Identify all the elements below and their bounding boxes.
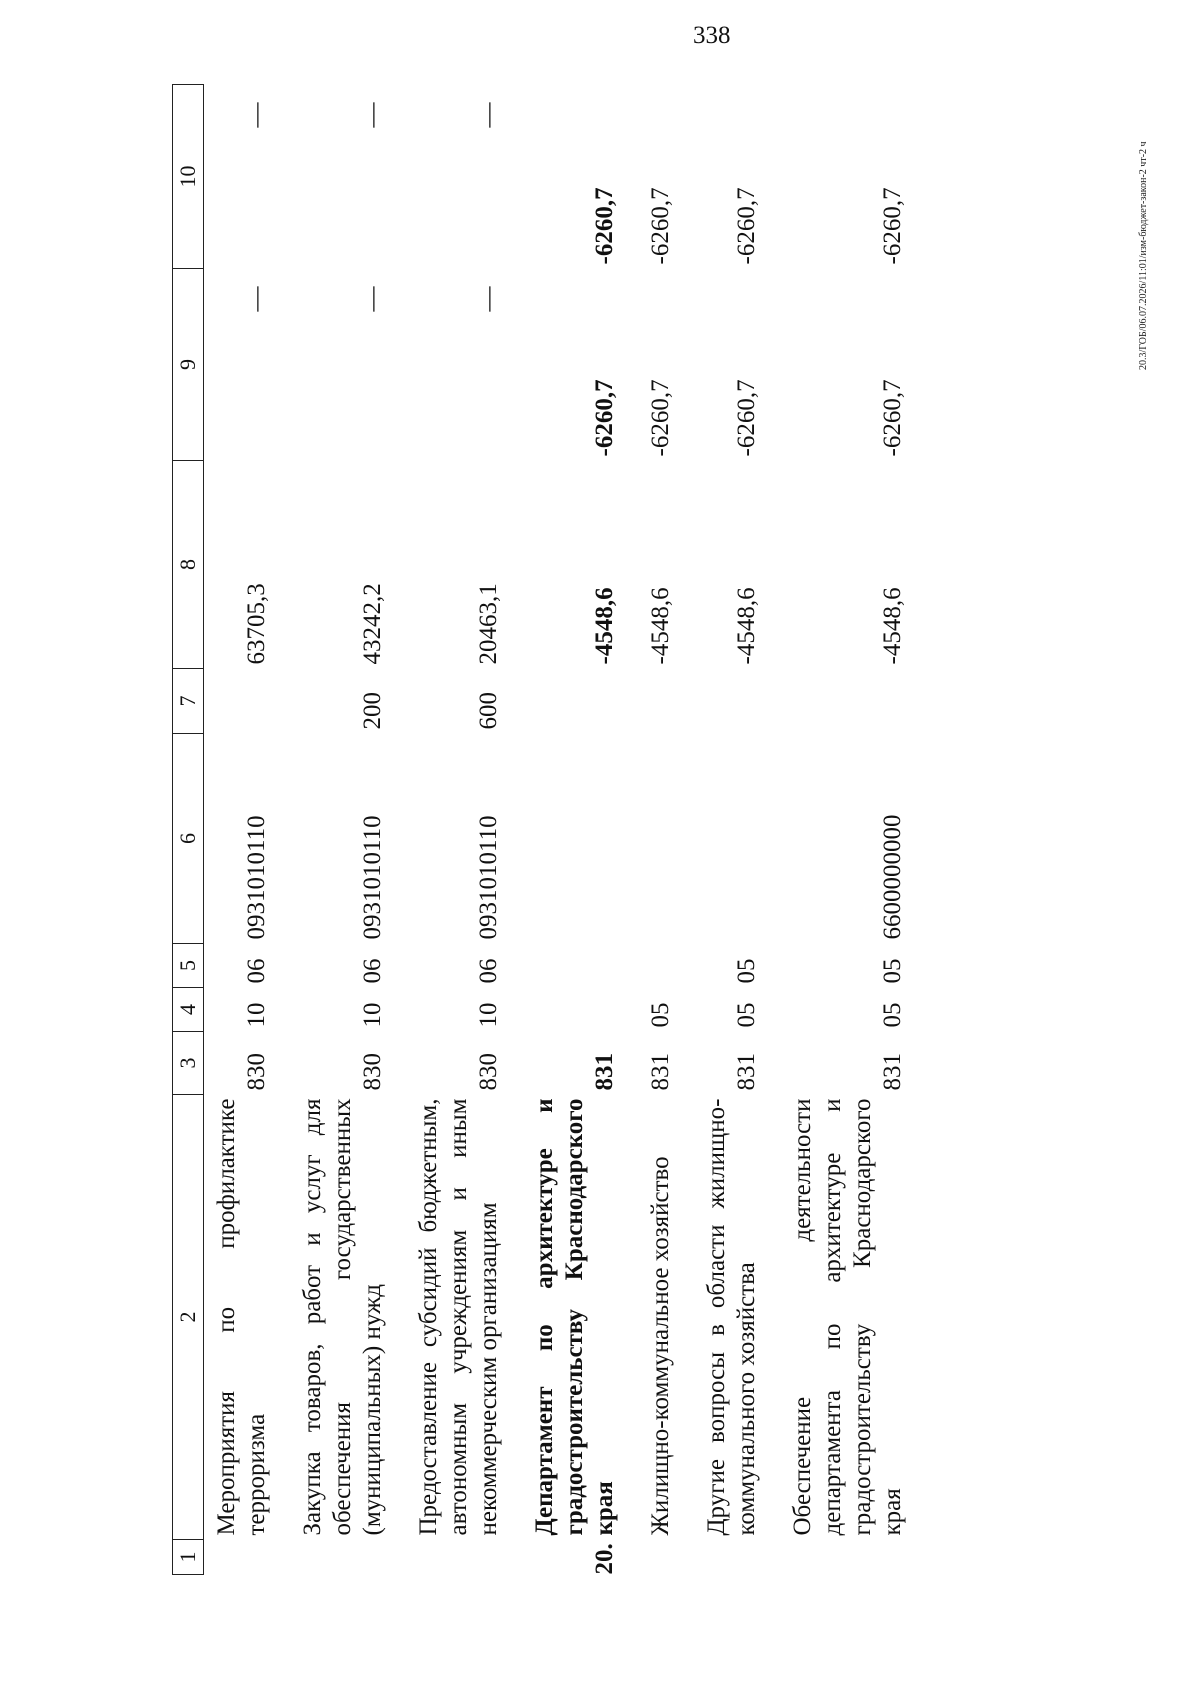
row-name: Жилищно-коммунальное хозяйство <box>647 1156 674 1536</box>
cell-target-article <box>504 734 620 944</box>
table-row <box>620 85 676 1575</box>
cell-amount-2: — <box>475 286 502 312</box>
column-header: 1 <box>173 1540 204 1575</box>
row-index <box>272 1540 388 1575</box>
row-name: Обеспечение деятельности департамента по архитектуре и градостроительству Краснодарского края <box>789 1098 906 1536</box>
table-row <box>676 85 762 1575</box>
row-index <box>620 1540 676 1575</box>
cell-section: 10 <box>243 1002 270 1028</box>
cell-target-article: 0931010110 <box>475 815 502 940</box>
column-header: 8 <box>173 461 204 669</box>
row-index <box>676 1540 762 1575</box>
document-footer-code: 20.3/ГОБ/06.07.2026/11:01/изм-бюджет-закон-2 чт-2 ч <box>1138 141 1149 370</box>
cell-subsection: 05 <box>879 958 906 984</box>
cell-ved: 830 <box>243 1053 270 1091</box>
cell-amount-2: -6260,7 <box>647 379 674 457</box>
cell-amount-3: -6260,7 <box>879 187 906 265</box>
row-name: Закупка товаров, работ и услуг для обеспечения государственных (муниципальных) нужд <box>299 1098 386 1536</box>
cell-ved: 830 <box>475 1053 502 1091</box>
table-row-department <box>504 85 620 1575</box>
page-number: 338 <box>693 22 731 49</box>
column-header: 6 <box>173 734 204 944</box>
cell-expense-type <box>620 669 676 734</box>
column-header: 2 <box>173 1095 204 1540</box>
column-header: 9 <box>173 269 204 461</box>
cell-amount-1: -4548,6 <box>733 587 760 665</box>
row-index: 20. <box>591 1543 618 1575</box>
cell-target-article: 6600000000 <box>879 814 906 940</box>
cell-section: 10 <box>475 1002 502 1028</box>
table-row <box>204 85 273 1575</box>
cell-expense-type <box>676 669 762 734</box>
cell-ved: 830 <box>359 1053 386 1091</box>
cell-expense-type: 600 <box>475 692 502 730</box>
cell-amount-2: -6260,7 <box>879 379 906 457</box>
cell-expense-type <box>204 669 273 734</box>
row-index <box>204 1540 273 1575</box>
cell-amount-1: -4548,6 <box>647 587 674 665</box>
cell-subsection <box>504 944 620 988</box>
column-header: 10 <box>173 85 204 269</box>
cell-target-article: 0931010110 <box>359 815 386 940</box>
row-name: Предоставление субсидий бюджетным, автономным учреждениям и иным некоммерческим организациям <box>415 1098 502 1536</box>
cell-ved: 831 <box>879 1053 906 1091</box>
cell-expense-type <box>762 669 908 734</box>
cell-amount-3: -6260,7 <box>647 187 674 265</box>
cell-section: 10 <box>359 1002 386 1028</box>
cell-amount-2: -6260,7 <box>591 379 618 457</box>
cell-expense-type <box>504 669 620 734</box>
cell-section: 05 <box>647 1002 674 1028</box>
cell-amount-2: -6260,7 <box>733 379 760 457</box>
column-number-row <box>173 85 204 1575</box>
cell-expense-type: 200 <box>359 692 386 730</box>
cell-target-article <box>620 734 676 944</box>
cell-target-article <box>676 734 762 944</box>
cell-subsection: 05 <box>733 958 760 984</box>
column-header: 3 <box>173 1032 204 1095</box>
cell-subsection <box>620 944 676 988</box>
row-index <box>762 1540 908 1575</box>
cell-amount-1: 20463,1 <box>475 583 502 665</box>
budget-table <box>172 84 908 1575</box>
table-row <box>388 85 504 1575</box>
row-name: Департамент по архитектуре и градостроительству Краснодарского края <box>531 1098 618 1536</box>
row-name: Мероприятия по профилактике терроризма <box>213 1098 270 1536</box>
budget-table-rotated <box>172 85 908 1575</box>
cell-amount-2: — <box>359 286 386 312</box>
cell-subsection: 06 <box>243 958 270 984</box>
cell-section <box>504 988 620 1032</box>
cell-target-article: 0931010110 <box>243 815 270 940</box>
cell-amount-1: 63705,3 <box>243 583 270 665</box>
cell-amount-1: -4548,6 <box>879 587 906 665</box>
cell-ved: 831 <box>733 1053 760 1091</box>
column-header: 5 <box>173 944 204 988</box>
column-header: 4 <box>173 988 204 1032</box>
cell-amount-3: -6260,7 <box>733 187 760 265</box>
cell-subsection: 06 <box>359 958 386 984</box>
cell-subsection: 06 <box>475 958 502 984</box>
cell-amount-1: -4548,6 <box>591 587 618 665</box>
column-header: 7 <box>173 669 204 734</box>
cell-section: 05 <box>733 1002 760 1028</box>
cell-ved: 831 <box>647 1053 674 1091</box>
cell-amount-1: 43242,2 <box>359 583 386 665</box>
cell-amount-3: — <box>359 102 386 128</box>
cell-ved: 831 <box>591 1053 618 1091</box>
cell-amount-3: — <box>475 102 502 128</box>
table-row <box>762 85 908 1575</box>
row-name: Другие вопросы в области жилищно-коммунального хозяйства <box>703 1098 760 1536</box>
row-index <box>388 1540 504 1575</box>
cell-amount-2: — <box>243 286 270 312</box>
cell-amount-3: — <box>243 102 270 128</box>
table-row <box>272 85 388 1575</box>
cell-section: 05 <box>879 1002 906 1028</box>
cell-amount-3: -6260,7 <box>591 187 618 265</box>
